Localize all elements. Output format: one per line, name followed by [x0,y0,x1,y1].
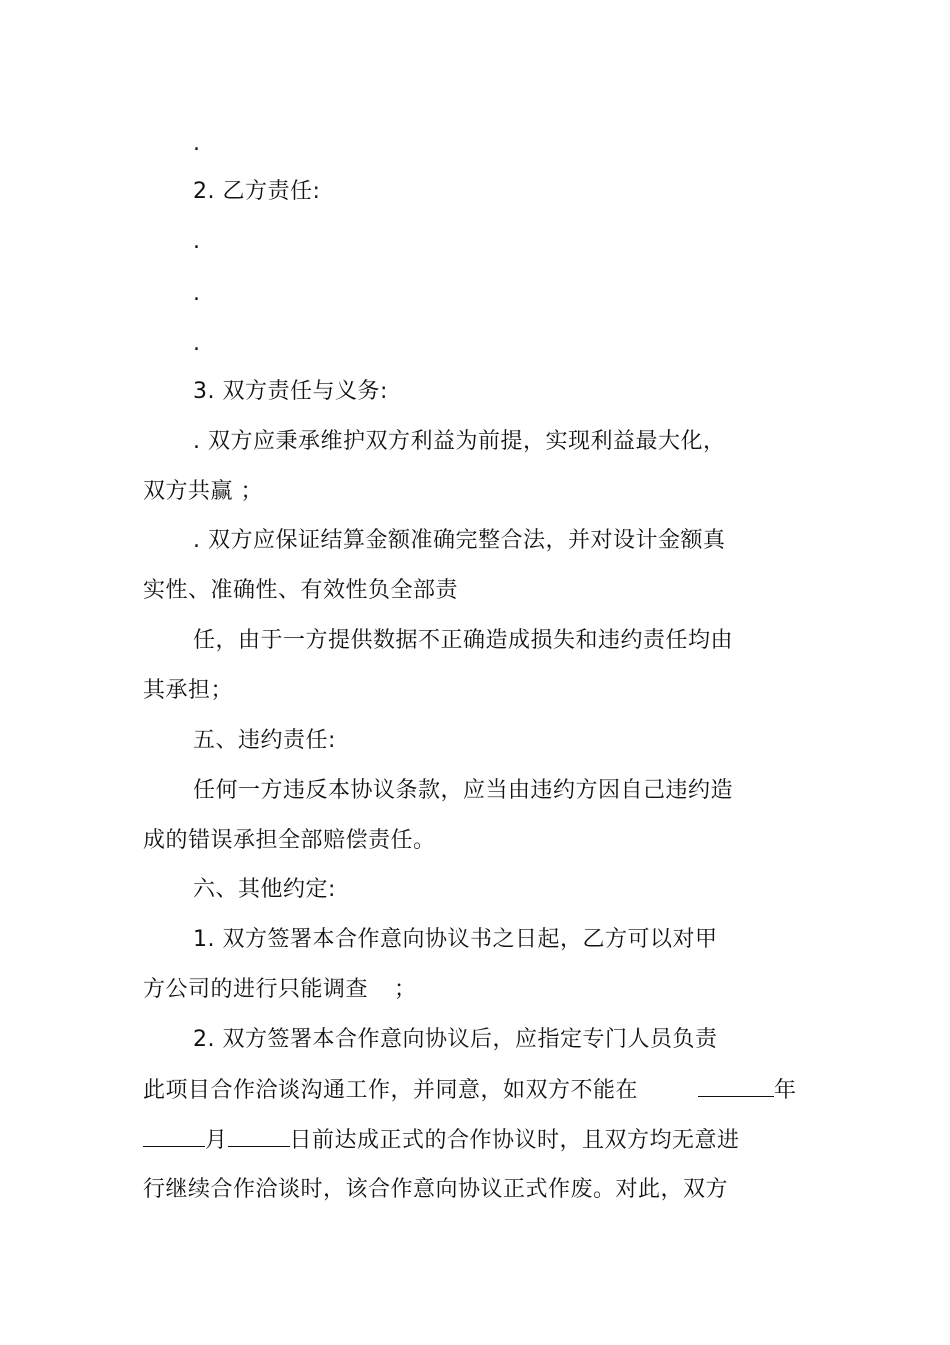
paragraph-line: 任何一方违反本协议条款，应当由违约方因自己违约造 [193,778,734,803]
bullet-dot: . [193,131,201,156]
paragraph-line [143,1126,740,1155]
section-heading-party-b: 2. 乙方责任: [193,179,321,204]
paragraph-text: ； [394,977,417,1002]
bullet-dot: . [193,331,201,356]
paragraph-text: 此项目合作洽谈沟通工作，并同意，如双方不能在 [143,1078,639,1103]
paragraph-line: 成的错误承担全部赔偿责任。 [143,828,436,853]
paragraph-text: 年 [774,1078,797,1103]
paragraph-line: . 双方应秉承维护双方利益为前提，实现利益最大化， [193,429,726,454]
paragraph-line: 实性、准确性、有效性负全部责 [143,578,459,603]
month-prefix-blank [143,1126,205,1147]
paragraph-text: 月 [205,1128,228,1153]
paragraph-line [143,976,417,1004]
paragraph-line [143,1076,797,1105]
paragraph-text: 方公司的进行只能调查 [143,977,369,1002]
bullet-dot: . [193,229,201,254]
paragraph-line: 双方共赢 ； [143,479,263,504]
paragraph-text: 日前达成正式的合作协议时，且双方均无意进 [289,1128,740,1153]
section-heading-breach: 五、违约责任: [193,728,336,753]
paragraph-line: 1. 双方签署本合作意向协议书之日起，乙方可以对甲 [193,927,718,952]
paragraph-line: 其承担； [143,678,234,703]
paragraph-line: 任，由于一方提供数据不正确造成损失和违约责任均由 [193,628,734,653]
section-heading-mutual-duties: 3. 双方责任与义务: [193,379,388,404]
paragraph-line: . 双方应保证结算金额准确完整合法，并对设计金额真 [193,528,726,553]
section-heading-other: 六、其他约定: [193,877,336,902]
bullet-dot: . [193,281,201,306]
paragraph-line: 2. 双方签署本合作意向协议后，应指定专门人员负责 [193,1027,718,1052]
paragraph-line: 行继续合作洽谈时，该合作意向协议正式作废。对此，双方 [143,1177,729,1202]
day-blank [228,1126,290,1147]
year-blank [698,1076,774,1097]
